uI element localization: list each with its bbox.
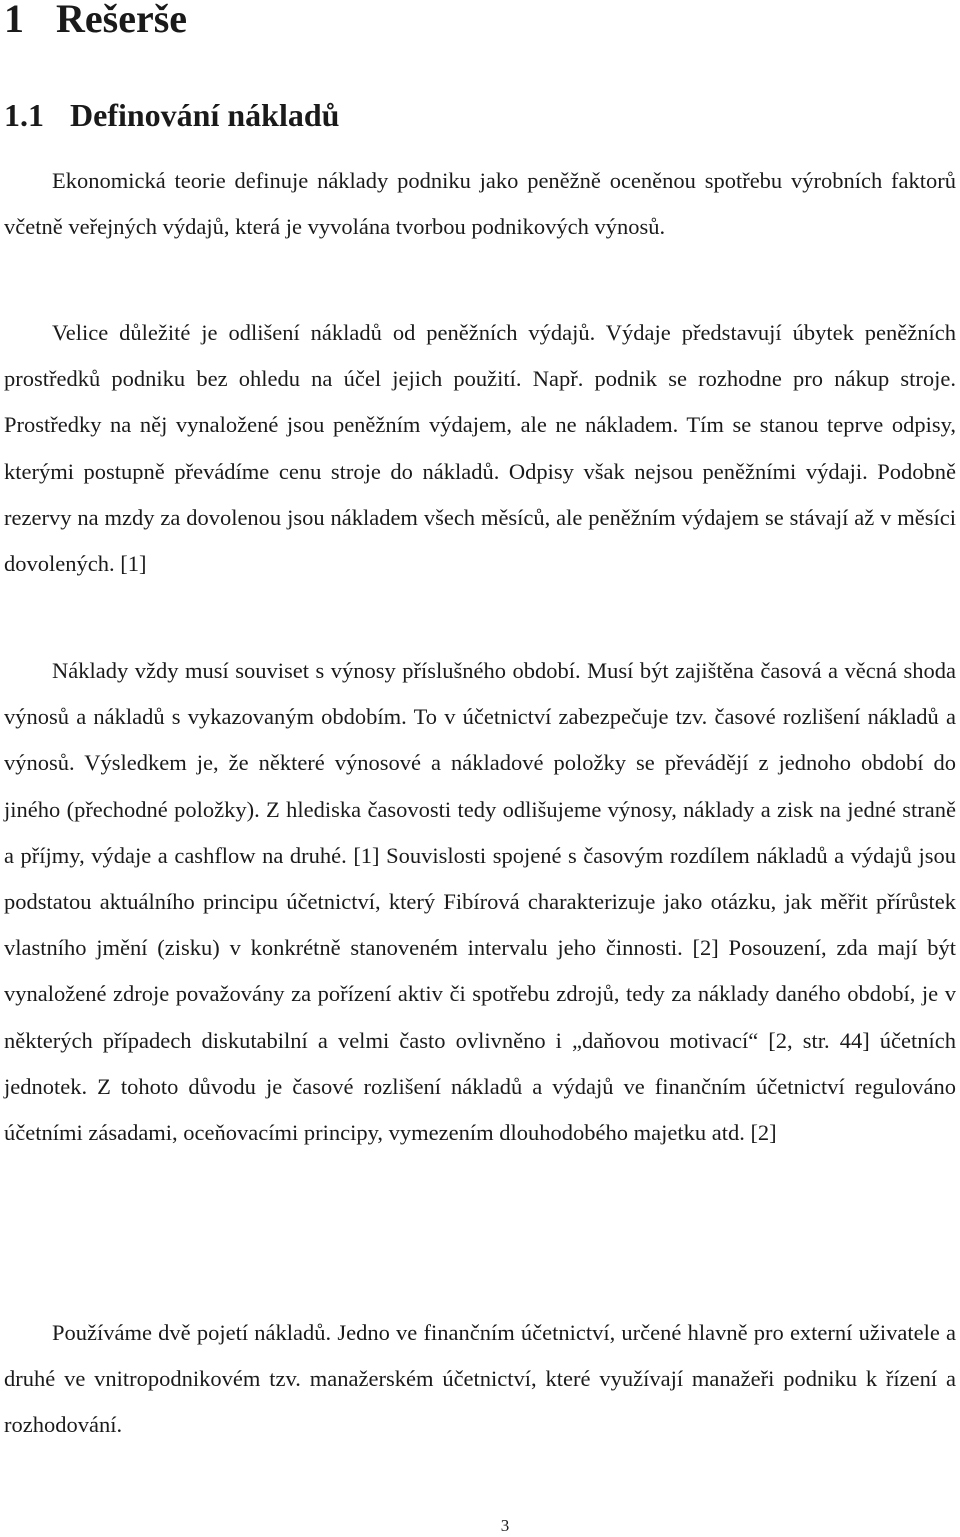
section-heading xyxy=(4,95,339,135)
page-number: 3 xyxy=(500,1516,510,1535)
chapter-number: 1 xyxy=(4,0,24,41)
chapter-title: Rešerše xyxy=(56,0,188,41)
section-title: Definování nákladů xyxy=(70,97,340,133)
paragraph-2: Velice důležité je odlišení nákladů od peněžních výdajů. Výdaje představují úbytek peněžních prostředků podniku bez ohledu na účel jejich použití. Např. podnik se rozhodne pro nákup stroje. Prostředky na něj vynaložené jsou peněžním výdajem, ale ne nákladem. Tím se stanou teprve odpisy, kterými postupně převádíme cenu stroje do nákladů. Odpisy však nejsou peněžními výdaji. Podobně rezervy na mzdy za dovolenou jsou nákladem všech měsíců, ale peněžním výdajem se stávají až v měsíci dovolených. [1] xyxy=(4,320,956,577)
paragraph-4: Používáme dvě pojetí nákladů. Jedno ve finančním účetnictví, určené hlavně pro externí uživatele a druhé ve vnitropodnikovém tzv. manažerském účetnictví, které využívají manažeři podniku k řízení a rozhodování. xyxy=(4,1320,956,1438)
section-number: 1.1 xyxy=(4,97,44,133)
chapter-heading xyxy=(4,0,187,44)
paragraph-1: Ekonomická teorie definuje náklady podniku jako peněžně oceněnou spotřebu výrobních faktorů včetně veřejných výdajů, která je vyvolána tvorbou podnikových výnosů. xyxy=(4,168,956,240)
paragraph-3: Náklady vždy musí souviset s výnosy příslušného období. Musí být zajištěna časová a věcná shoda výnosů a nákladů s vykazovaným obdobím. To v účetnictví zabezpečuje tzv. časové rozlišení nákladů a výnosů. Výsledkem je, že některé výnosové a nákladové položky se převádějí z jednoho období do jiného (přechodné položky). Z hlediska časovosti tedy odlišujeme výnosy, náklady a zisk na jedné straně a příjmy, výdaje a cashflow na druhé. [1] Souvislosti spojené s časovým rozdílem nákladů a výdajů jsou podstatou aktuálního principu účetnictví, který Fibírová charakterizuje jako otázku, jak měřit přírůstek vlastního jmění (zisku) v konkrétně stanoveném intervalu jeho činnosti. [2] Posouzení, zda mají být vynaložené zdroje považovány za pořízení aktiv či spotřebu zdrojů, tedy za náklady daného období, je v některých případech diskutabilní a velmi často ovlivněno i „daňovou motivací“ [2, str. 44] účetních jednotek. Z tohoto důvodu je časové rozlišení nákladů a výdajů ve finančním účetnictví regulováno účetními zásadami, oceňovacími principy, vymezením dlouhodobého majetku atd. [2] xyxy=(4,658,956,1146)
